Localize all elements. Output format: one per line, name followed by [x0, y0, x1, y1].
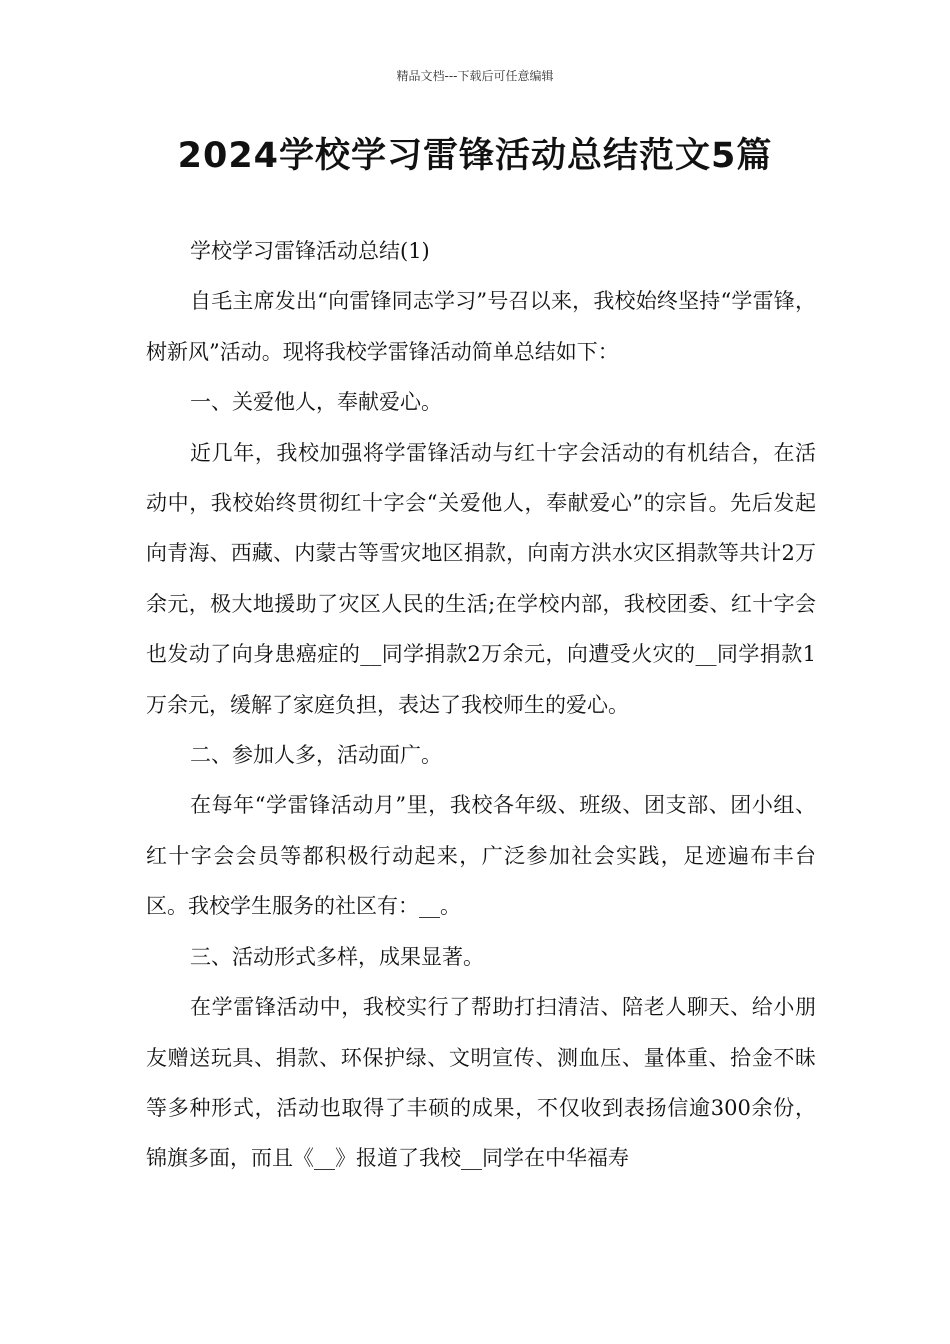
paragraph-subheading: 一、关爱他人，奉献爱心。 [190, 390, 442, 415]
paragraph-subheading: 三、活动形式多样，成果显著。 [190, 944, 484, 969]
document-title: 2024学校学习雷锋活动总结范文5篇 [177, 136, 773, 176]
document-body [146, 226, 816, 1184]
paragraph: 近几年，我校加强将学雷锋活动与红十字会活动的有机结合，在活动中，我校始终贯彻红十字会“关爱他人，奉献爱心”的宗旨。先后发起向青海、西藏、内蒙古等雪灾地区捐款，向南方洪水灾区捐款等共计2万余元，极大地援助了灾区人民的生活;在学校内部，我校团委、红十字会也发动了向身患癌症的__同学捐款2万余元，向遭受火灾的__同学捐款1万余元，缓解了家庭负担，表达了我校师生的爱心。 [146, 440, 816, 717]
header-note: 精品文档---下载后可任意编辑 [396, 69, 554, 83]
paragraph: 自毛主席发出“向雷锋同志学习”号召以来，我校始终坚持“学雷锋，树新风”活动。现将我校学雷锋活动简单总结如下： [146, 289, 816, 364]
paragraph: 在每年“学雷锋活动月”里，我校各年级、班级、团支部、团小组、红十字会会员等都积极行动起来，广泛参加社会实践，足迹遍布丰台区。我校学生服务的社区有：__。 [146, 793, 816, 919]
paragraph-subheading: 二、参加人多，活动面广。 [190, 743, 442, 768]
paragraph-section-heading: 学校学习雷锋活动总结(1) [190, 239, 430, 263]
paragraph: 在学雷锋活动中，我校实行了帮助打扫清洁、陪老人聊天、给小朋友赠送玩具、捐款、环保护绿、文明宣传、测血压、量体重、拾金不昧等多种形式，活动也取得了丰硕的成果，不仅收到表扬信逾300余份，锦旗多面，而且《__》报道了我校__同学在中华福寿 [146, 995, 816, 1171]
